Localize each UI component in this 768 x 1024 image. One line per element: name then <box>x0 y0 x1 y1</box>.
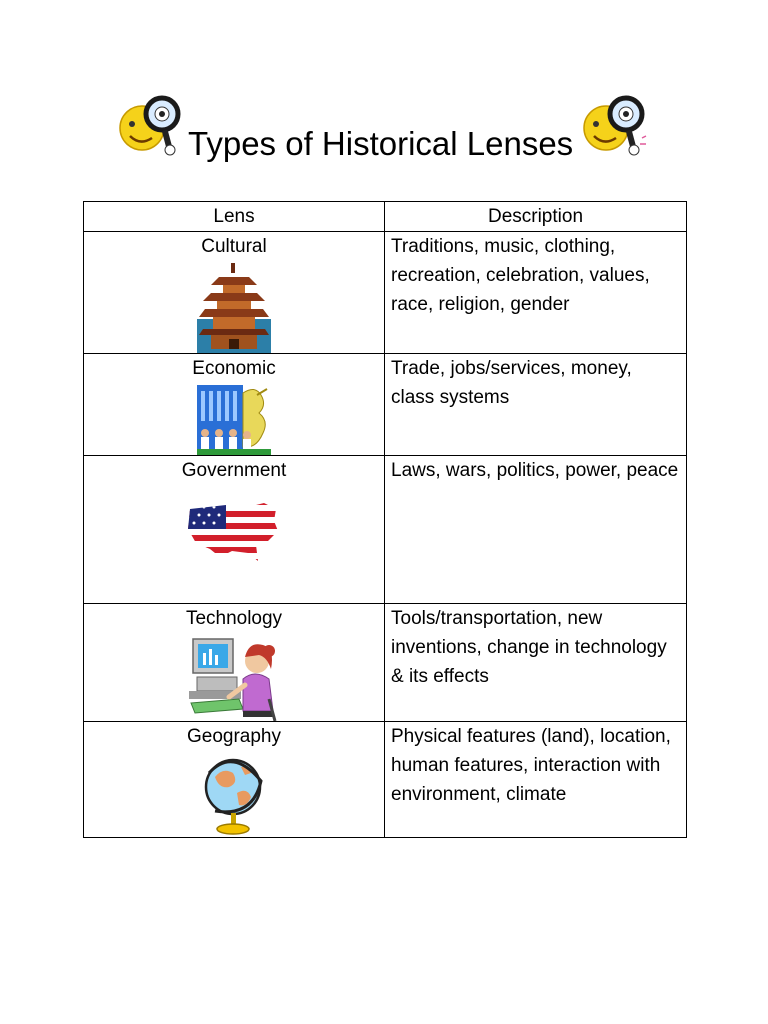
header-description: Description <box>385 202 687 232</box>
description-cell: Trade, jobs/services, money, class systems <box>385 354 687 456</box>
description-cell: Traditions, music, clothing, recreation, celebration, values, race, religion, gender <box>385 232 687 354</box>
description-cell: Tools/transportation, new inventions, change in technology & its effects <box>385 604 687 722</box>
page-title: Types of Historical Lenses <box>188 125 574 162</box>
globe-icon <box>201 753 267 837</box>
title-row <box>0 86 768 166</box>
lens-name: Cultural <box>201 236 267 257</box>
lens-cell <box>84 456 385 604</box>
table-row <box>84 232 687 354</box>
smiley-magnifier-icon <box>580 92 650 162</box>
header-lens: Lens <box>84 202 385 232</box>
computer-user-icon <box>189 635 279 721</box>
table-row <box>84 354 687 456</box>
lenses-table <box>83 201 687 838</box>
table-row <box>84 722 687 838</box>
table-header-row <box>84 202 687 232</box>
lens-cell <box>84 232 385 354</box>
description-cell: Physical features (land), location, human features, interaction with environment, climate <box>385 722 687 838</box>
smiley-magnifier-icon <box>116 92 186 162</box>
description-cell: Laws, wars, politics, power, peace <box>385 456 687 604</box>
stock-market-icon <box>197 385 271 455</box>
table-row <box>84 456 687 604</box>
lens-name: Geography <box>186 726 281 747</box>
lens-name: Government <box>181 460 287 481</box>
lens-cell <box>84 354 385 456</box>
us-flag-map-icon <box>186 499 282 569</box>
lens-cell <box>84 722 385 838</box>
table-row <box>84 604 687 722</box>
lens-name: Technology <box>185 608 283 629</box>
lens-cell <box>84 604 385 722</box>
pagoda-icon <box>197 263 271 353</box>
lens-name: Economic <box>192 358 276 379</box>
